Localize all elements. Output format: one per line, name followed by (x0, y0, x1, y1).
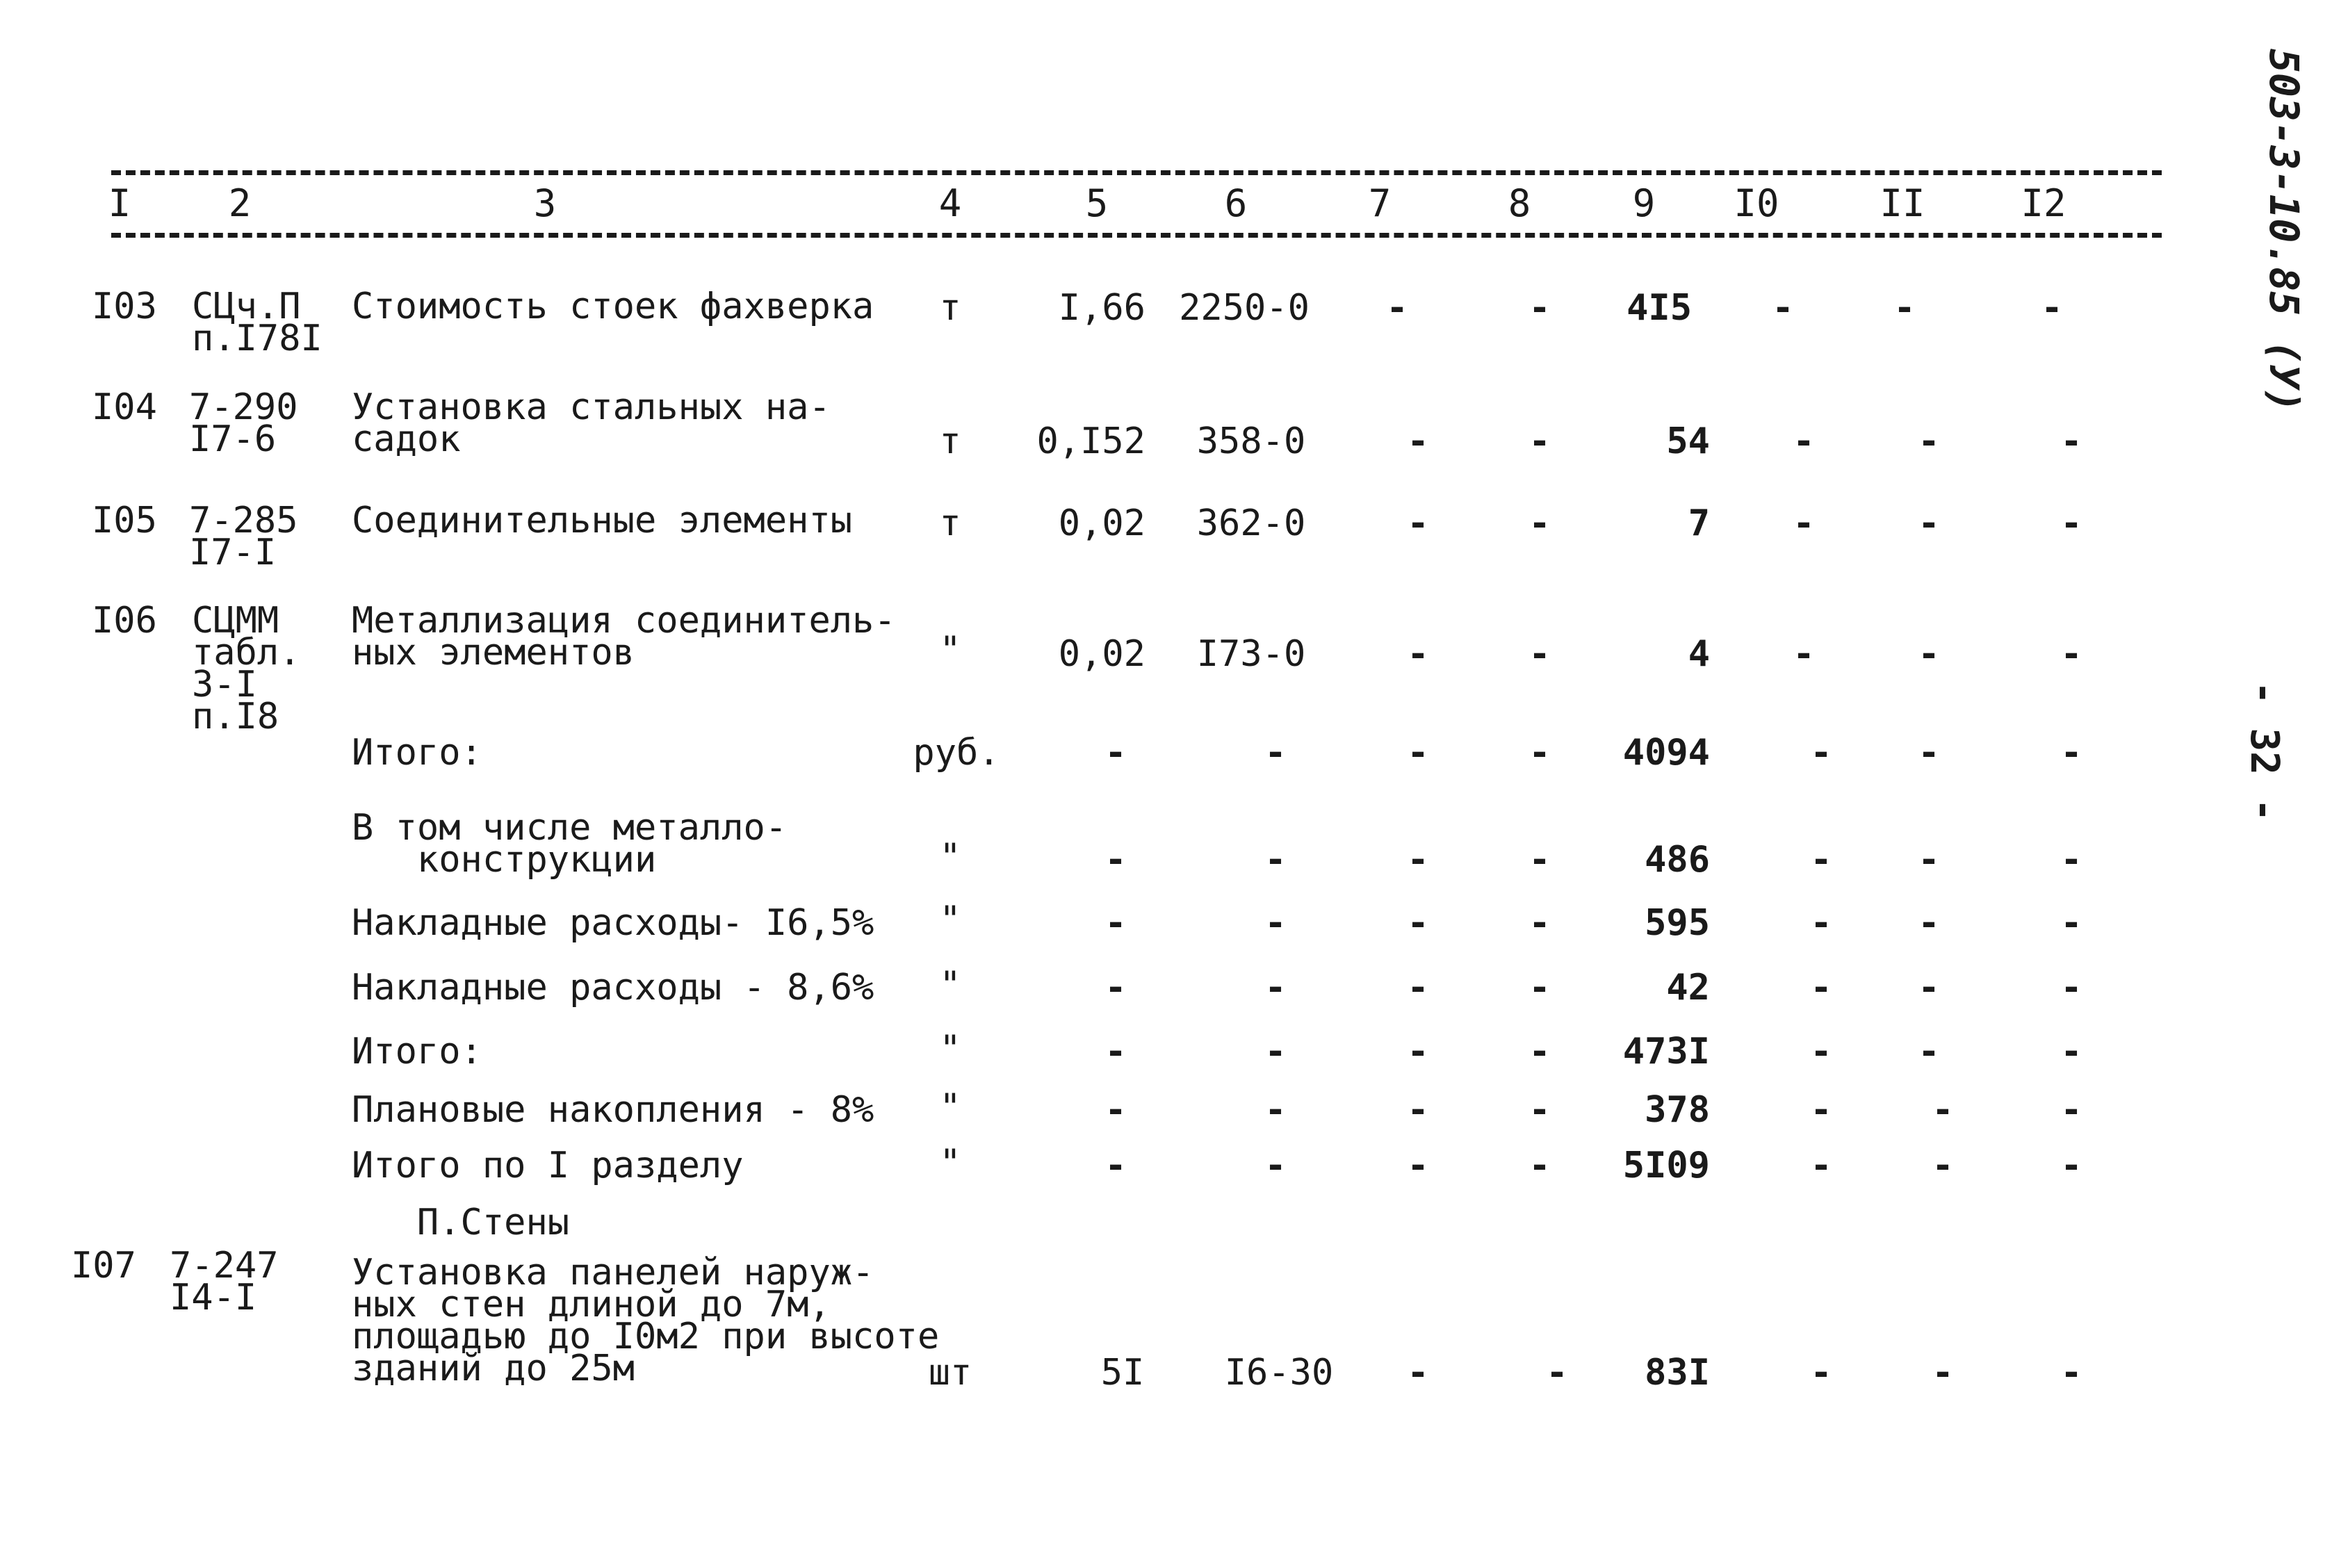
rate-code-line: 7-247 (170, 1245, 279, 1287)
description-line: ных элементов (352, 632, 635, 673)
col11-cell: - (1918, 420, 1940, 462)
document-code-stamp: 503-3-10.85 (У) (2260, 49, 2308, 413)
col8-cell: - (1528, 732, 1551, 774)
col7-cell: - (1407, 1031, 1429, 1072)
col11-cell: - (1918, 732, 1940, 774)
description-line: площадью до I0м2 при высоте (352, 1316, 940, 1357)
rate-code-line: п.I78I (192, 318, 323, 359)
col7-cell: - (1407, 967, 1429, 1008)
col7-cell: - (1407, 902, 1429, 944)
rate-code-line: I4-I (170, 1277, 257, 1318)
description-line: Установка стальных на- (352, 386, 831, 428)
col12-cell: - (2060, 503, 2082, 544)
col11-cell: - (1932, 1352, 1954, 1394)
col8-cell: - (1528, 902, 1551, 944)
section-heading: П.Стены (352, 1202, 570, 1243)
col7-cell: - (1386, 287, 1408, 329)
col7-cell: - (1407, 839, 1429, 881)
rate-code-line: 7-285 (189, 500, 298, 541)
unit-price-cell: - (1264, 732, 1287, 774)
col8-cell: - (1528, 420, 1551, 462)
col-header-9: 9 (1632, 181, 1656, 225)
unit-cell: т (939, 287, 961, 329)
rate-code-line: СЦММ (192, 600, 279, 642)
col11-cell: - (1932, 1089, 1954, 1131)
unit-cell: " (939, 964, 961, 1006)
col-header-6: 6 (1224, 181, 1248, 225)
col12-cell: - (2060, 967, 2082, 1008)
col-header-10: I0 (1734, 181, 1779, 225)
description-line: Итого: (352, 732, 482, 774)
description-line: ных стен длиной до 7м, (352, 1284, 831, 1325)
header-top-rule (111, 170, 2162, 175)
col11-cell: - (1918, 902, 1940, 944)
col11-cell: - (1918, 967, 1940, 1008)
unit-cell: шт (928, 1352, 972, 1394)
col11-cell: - (1918, 503, 1940, 544)
description-line: зданий до 25м (352, 1348, 635, 1389)
row-number: I05 (92, 500, 157, 541)
rate-code-line: СЦч.П (192, 286, 301, 327)
unit-price-cell: - (1264, 1089, 1287, 1131)
col10-cell: - (1810, 1145, 1832, 1186)
total-cell: 5I09 (1622, 1145, 1710, 1186)
description-line: Установка панелей наруж- (352, 1252, 874, 1293)
description-line: Итого: (352, 1031, 482, 1072)
description-line: Накладные расходы - 8,6% (352, 967, 874, 1008)
col7-cell: - (1407, 420, 1429, 462)
col10-cell: - (1793, 633, 1815, 675)
unit-price-cell: 2250-0 (1179, 287, 1310, 329)
col-header-2: 2 (228, 181, 252, 225)
unit-price-cell: 358-0 (1196, 420, 1306, 462)
header-bottom-rule (111, 233, 2162, 238)
col11-cell: - (1918, 1031, 1940, 1072)
col11-cell: - (1932, 1145, 1954, 1186)
unit-cell: " (939, 836, 961, 878)
col10-cell: - (1810, 902, 1832, 944)
row-number: I04 (92, 386, 157, 428)
col8-cell: - (1528, 287, 1551, 329)
col-header-7: 7 (1368, 181, 1392, 225)
total-cell: 4094 (1622, 732, 1710, 774)
col8-cell: - (1546, 1352, 1568, 1394)
col-header-3: 3 (533, 181, 557, 225)
rate-code-line: I7-I (189, 532, 277, 573)
unit-price-cell: - (1264, 1145, 1287, 1186)
col-header-8: 8 (1508, 181, 1531, 225)
unit-cell: " (939, 1086, 961, 1128)
col7-cell: - (1407, 633, 1429, 675)
quantity-cell: - (1104, 902, 1127, 944)
unit-cell: т (939, 503, 961, 544)
col8-cell: - (1528, 1031, 1551, 1072)
quantity-cell: - (1104, 1089, 1127, 1131)
unit-price-cell: - (1264, 839, 1287, 881)
row-number: I06 (92, 600, 157, 642)
col12-cell: - (2060, 1352, 2082, 1394)
col12-cell: - (2060, 1145, 2082, 1186)
total-cell: 378 (1645, 1089, 1710, 1131)
rate-code-line: 7-290 (189, 386, 298, 428)
col12-cell: - (2041, 287, 2063, 329)
page-number: - 32 - (2242, 681, 2287, 822)
col10-cell: - (1810, 732, 1832, 774)
col12-cell: - (2060, 1031, 2082, 1072)
description-line: Итого по I разделу (352, 1145, 744, 1186)
quantity-cell: - (1104, 1031, 1127, 1072)
col8-cell: - (1528, 1089, 1551, 1131)
description-line: Соединительные элементы (352, 500, 853, 541)
quantity-cell: 0,I52 (1036, 420, 1146, 462)
quantity-cell: 5I (1100, 1352, 1145, 1394)
rate-code-line: I7-6 (189, 418, 277, 460)
description-line: садок (352, 418, 461, 460)
col12-cell: - (2060, 839, 2082, 881)
row-number: I03 (92, 286, 157, 327)
col10-cell: - (1810, 1089, 1832, 1131)
rate-code-line: табл. (192, 632, 301, 673)
total-cell: 473I (1622, 1031, 1710, 1072)
col-header-5: 5 (1085, 181, 1109, 225)
unit-cell: т (939, 420, 961, 462)
rate-code-line: 3-I (192, 664, 257, 705)
col7-cell: - (1407, 503, 1429, 544)
col12-cell: - (2060, 420, 2082, 462)
col8-cell: - (1528, 967, 1551, 1008)
total-cell: 486 (1645, 839, 1710, 881)
rate-code-line: п.I8 (192, 696, 279, 737)
col10-cell: - (1810, 1031, 1832, 1072)
col10-cell: - (1810, 967, 1832, 1008)
description-line: конструкции (352, 839, 657, 881)
col10-cell: - (1772, 287, 1794, 329)
unit-cell: " (939, 899, 961, 940)
description-line: В том числе металло- (352, 807, 788, 849)
col8-cell: - (1528, 839, 1551, 881)
total-cell: 4I5 (1627, 287, 1692, 329)
col12-cell: - (2060, 902, 2082, 944)
col7-cell: - (1407, 1089, 1429, 1131)
col8-cell: - (1528, 633, 1551, 675)
unit-price-cell: - (1264, 1031, 1287, 1072)
col7-cell: - (1407, 1352, 1429, 1394)
col10-cell: - (1810, 839, 1832, 881)
col12-cell: - (2060, 732, 2082, 774)
col-header-11: II (1880, 181, 1925, 225)
unit-price-cell: I73-0 (1196, 633, 1306, 675)
unit-price-cell: I6-30 (1224, 1352, 1334, 1394)
col11-cell: - (1918, 633, 1940, 675)
description-line: Стоимость стоек фахверка (352, 286, 874, 327)
description-line: Накладные расходы- I6,5% (352, 902, 874, 944)
quantity-cell: - (1104, 967, 1127, 1008)
col8-cell: - (1528, 1145, 1551, 1186)
col10-cell: - (1793, 503, 1815, 544)
quantity-cell: 0,02 (1058, 503, 1146, 544)
row-number: I07 (71, 1245, 136, 1287)
unit-cell: " (939, 1142, 961, 1184)
description-line: Металлизация соединитель- (352, 600, 896, 642)
quantity-cell: - (1104, 732, 1127, 774)
unit-cell: " (939, 629, 961, 671)
unit-cell: " (939, 1028, 961, 1070)
quantity-cell: I,66 (1058, 287, 1146, 329)
quantity-cell: - (1104, 1145, 1127, 1186)
total-cell: 54 (1666, 420, 1710, 462)
col11-cell: - (1918, 839, 1940, 881)
col10-cell: - (1810, 1352, 1832, 1394)
total-cell: 4 (1688, 633, 1710, 675)
total-cell: 42 (1666, 967, 1710, 1008)
unit-price-cell: - (1264, 902, 1287, 944)
col7-cell: - (1407, 1145, 1429, 1186)
col7-cell: - (1407, 732, 1429, 774)
unit-price-cell: 362-0 (1196, 503, 1306, 544)
unit-cell: руб. (913, 732, 1000, 774)
col10-cell: - (1793, 420, 1815, 462)
unit-price-cell: - (1264, 967, 1287, 1008)
quantity-cell: 0,02 (1058, 633, 1146, 675)
col12-cell: - (2060, 1089, 2082, 1131)
total-cell: 595 (1645, 902, 1710, 944)
col12-cell: - (2060, 633, 2082, 675)
col8-cell: - (1528, 503, 1551, 544)
description-line: Плановые накопления - 8% (352, 1089, 874, 1131)
col-header-1: I (108, 181, 131, 225)
total-cell: 7 (1688, 503, 1710, 544)
col11-cell: - (1893, 287, 1916, 329)
col-header-12: I2 (2021, 181, 2066, 225)
quantity-cell: - (1104, 839, 1127, 881)
col-header-4: 4 (938, 181, 962, 225)
total-cell: 83I (1645, 1352, 1710, 1394)
